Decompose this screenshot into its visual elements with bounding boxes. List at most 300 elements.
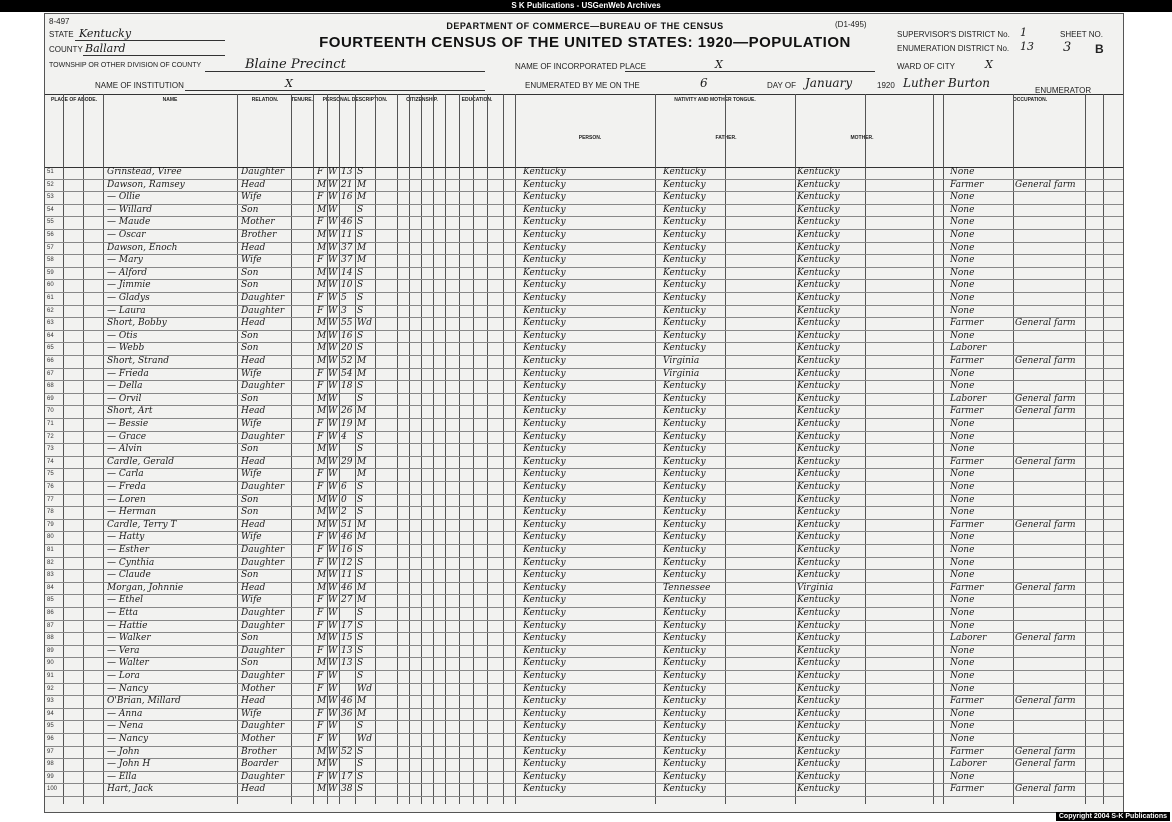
cell-sex: M bbox=[317, 633, 327, 644]
table-row bbox=[45, 393, 1123, 407]
cell-ms: M bbox=[357, 192, 367, 203]
cell-occ: None bbox=[950, 494, 975, 505]
cell-fbp: Kentucky bbox=[663, 633, 706, 644]
cell-occ: Farmer bbox=[950, 318, 984, 329]
cell-occ: None bbox=[950, 381, 975, 392]
cell-ms: S bbox=[357, 267, 364, 278]
table-row bbox=[45, 179, 1123, 193]
cell-occ: None bbox=[950, 645, 975, 656]
cell-ms: S bbox=[357, 305, 364, 316]
cell-mbp: Kentucky bbox=[797, 671, 840, 681]
cell-mbp: Kentucky bbox=[797, 368, 840, 379]
cell-name: — Oscar bbox=[107, 230, 146, 240]
cell-race: W bbox=[328, 746, 338, 757]
cell-race: W bbox=[328, 507, 338, 518]
line-number: 62 bbox=[47, 307, 54, 314]
table-row bbox=[45, 431, 1123, 445]
cell-mbp: Kentucky bbox=[797, 167, 840, 177]
cell-mbp: Kentucky bbox=[797, 431, 840, 442]
cell-race: W bbox=[328, 519, 338, 530]
cell-sex: M bbox=[317, 230, 327, 240]
table-row bbox=[45, 216, 1123, 230]
cell-mbp: Kentucky bbox=[797, 280, 840, 291]
cell-fbp: Kentucky bbox=[663, 708, 706, 719]
cell-rel: Son bbox=[241, 267, 259, 278]
cell-sex: M bbox=[317, 330, 327, 341]
cell-bp: Kentucky bbox=[523, 608, 566, 618]
cell-mbp: Kentucky bbox=[797, 381, 840, 392]
cell-ms: S bbox=[357, 330, 364, 341]
table-row bbox=[45, 368, 1123, 382]
cell-race: W bbox=[328, 230, 338, 240]
cell-name: — Carla bbox=[107, 469, 144, 480]
cell-occ: None bbox=[950, 734, 975, 744]
cell-occ: None bbox=[950, 557, 975, 568]
table-row bbox=[45, 670, 1123, 684]
cell-bp: Kentucky bbox=[523, 204, 566, 215]
cell-fbp: Kentucky bbox=[663, 519, 706, 530]
cell-ms: S bbox=[357, 204, 364, 215]
cell-fbp: Kentucky bbox=[663, 230, 706, 240]
cell-fbp: Kentucky bbox=[663, 217, 706, 228]
cell-sex: M bbox=[317, 356, 327, 366]
cell-occ: None bbox=[950, 771, 975, 782]
cell-age: 52 bbox=[341, 356, 353, 366]
cell-bp: Kentucky bbox=[523, 784, 566, 795]
cell-ind: General farm bbox=[1015, 456, 1076, 467]
line-number: 97 bbox=[47, 748, 54, 755]
column-header-band bbox=[45, 94, 1123, 168]
cell-race: W bbox=[328, 570, 338, 581]
cell-sex: M bbox=[317, 444, 327, 455]
cell-sex: F bbox=[317, 620, 324, 631]
cell-ms: S bbox=[357, 444, 364, 455]
cell-rel: Daughter bbox=[241, 431, 285, 442]
cell-occ: None bbox=[950, 683, 975, 694]
cell-race: W bbox=[328, 683, 338, 694]
cell-race: W bbox=[328, 267, 338, 278]
cell-age: 15 bbox=[341, 633, 353, 644]
cell-sex: F bbox=[317, 217, 324, 228]
line-number: 86 bbox=[47, 610, 54, 616]
cell-age: 38 bbox=[341, 784, 353, 795]
cell-rel: Daughter bbox=[241, 293, 285, 303]
table-row bbox=[45, 531, 1123, 545]
cell-fbp: Kentucky bbox=[663, 419, 706, 429]
cell-ms: Wd bbox=[357, 318, 373, 329]
table-row bbox=[45, 166, 1123, 180]
cell-occ: None bbox=[950, 305, 975, 316]
cell-rel: Wife bbox=[241, 419, 262, 429]
table-row bbox=[45, 544, 1123, 558]
cell-race: W bbox=[328, 318, 338, 329]
cell-mbp: Kentucky bbox=[797, 759, 840, 770]
cell-mbp: Kentucky bbox=[797, 242, 840, 253]
cell-sex: M bbox=[317, 267, 327, 278]
cell-mbp: Kentucky bbox=[797, 746, 840, 757]
cell-rel: Daughter bbox=[241, 671, 285, 681]
cell-rel: Head bbox=[241, 582, 266, 593]
cell-rel: Son bbox=[241, 444, 259, 455]
cell-rel: Head bbox=[241, 242, 266, 253]
cell-mbp: Kentucky bbox=[797, 633, 840, 644]
cell-ms: S bbox=[357, 381, 364, 392]
cell-ms: M bbox=[357, 255, 367, 266]
cell-race: W bbox=[328, 217, 338, 228]
line-number: 87 bbox=[47, 622, 54, 629]
ward-value: X bbox=[985, 58, 993, 71]
line-number: 95 bbox=[47, 723, 54, 730]
cell-age: 26 bbox=[341, 406, 353, 417]
cell-occ: Laborer bbox=[950, 343, 987, 354]
cell-name: — Vera bbox=[107, 645, 140, 656]
line-number: 55 bbox=[47, 219, 54, 226]
cell-occ: None bbox=[950, 532, 975, 543]
cell-fbp: Kentucky bbox=[663, 557, 706, 568]
line-number: 77 bbox=[47, 496, 54, 503]
cell-age: 13 bbox=[341, 645, 353, 656]
cell-bp: Kentucky bbox=[523, 734, 566, 744]
cell-rel: Daughter bbox=[241, 557, 285, 568]
cell-ms: S bbox=[357, 431, 364, 442]
department-heading: DEPARTMENT OF COMMERCE—BUREAU OF THE CENSUS bbox=[446, 21, 724, 31]
cell-mbp: Virginia bbox=[797, 582, 834, 593]
cell-fbp: Kentucky bbox=[663, 645, 706, 656]
cell-mbp: Kentucky bbox=[797, 721, 840, 732]
county-label: COUNTY bbox=[49, 45, 83, 54]
cell-mbp: Kentucky bbox=[797, 444, 840, 455]
cell-rel: Wife bbox=[241, 192, 262, 203]
cell-rel: Brother bbox=[241, 230, 277, 240]
day-value: 6 bbox=[700, 76, 708, 90]
cell-age: 46 bbox=[341, 696, 353, 707]
table-row bbox=[45, 330, 1123, 344]
cell-fbp: Kentucky bbox=[663, 532, 706, 543]
cell-age: 21 bbox=[341, 179, 353, 190]
table-row bbox=[45, 783, 1123, 797]
cell-mbp: Kentucky bbox=[797, 305, 840, 316]
cell-mbp: Kentucky bbox=[797, 293, 840, 303]
cell-fbp: Kentucky bbox=[663, 393, 706, 404]
cell-name: — Hattie bbox=[107, 620, 148, 631]
line-number: 67 bbox=[47, 370, 54, 377]
cell-name: — Bessie bbox=[107, 419, 149, 429]
table-row bbox=[45, 342, 1123, 356]
cell-bp: Kentucky bbox=[523, 356, 566, 366]
cell-rel: Head bbox=[241, 406, 266, 417]
cell-rel: Wife bbox=[241, 595, 262, 606]
cell-rel: Wife bbox=[241, 708, 262, 719]
cell-race: W bbox=[328, 608, 338, 618]
group-place-of-abode: PLACE OF ABODE. bbox=[51, 97, 97, 103]
table-row bbox=[45, 355, 1123, 369]
cell-mbp: Kentucky bbox=[797, 494, 840, 505]
cell-race: W bbox=[328, 356, 338, 366]
cell-occ: Farmer bbox=[950, 406, 984, 417]
cell-ms: M bbox=[357, 419, 367, 429]
cell-fbp: Kentucky bbox=[663, 179, 706, 190]
line-number: 85 bbox=[47, 597, 54, 604]
subgroup-father: FATHER. bbox=[715, 135, 737, 141]
cell-rel: Brother bbox=[241, 746, 277, 757]
cell-race: W bbox=[328, 179, 338, 190]
cell-race: W bbox=[328, 545, 338, 555]
cell-age: 16 bbox=[341, 330, 353, 341]
enumerator-label: ENUMERATOR bbox=[1035, 86, 1092, 95]
cell-race: W bbox=[328, 658, 338, 669]
cell-rel: Head bbox=[241, 318, 266, 329]
cell-age: 17 bbox=[341, 771, 353, 782]
cell-bp: Kentucky bbox=[523, 456, 566, 467]
table-row bbox=[45, 317, 1123, 331]
cell-fbp: Kentucky bbox=[663, 167, 706, 177]
cell-sex: F bbox=[317, 482, 324, 492]
cell-ms: S bbox=[357, 633, 364, 644]
cell-ind: General farm bbox=[1015, 393, 1076, 404]
cell-occ: None bbox=[950, 293, 975, 303]
cell-race: W bbox=[328, 620, 338, 631]
cell-sex: M bbox=[317, 784, 327, 795]
cell-bp: Kentucky bbox=[523, 633, 566, 644]
cell-race: W bbox=[328, 192, 338, 203]
cell-fbp: Kentucky bbox=[663, 771, 706, 782]
line-number: 73 bbox=[47, 446, 54, 453]
line-number: 59 bbox=[47, 269, 54, 276]
cell-ind: General farm bbox=[1015, 406, 1076, 417]
cell-fbp: Kentucky bbox=[663, 192, 706, 203]
cell-age: 51 bbox=[341, 519, 353, 530]
page-title: FOURTEENTH CENSUS OF THE UNITED STATES: 1920—POPULATION bbox=[319, 34, 851, 51]
cell-rel: Daughter bbox=[241, 645, 285, 656]
cell-occ: None bbox=[950, 671, 975, 681]
cell-mbp: Kentucky bbox=[797, 179, 840, 190]
cell-occ: None bbox=[950, 230, 975, 240]
cell-age: 55 bbox=[341, 318, 353, 329]
cell-rel: Son bbox=[241, 658, 259, 669]
township-value: Blaine Precinct bbox=[245, 57, 346, 72]
cell-name: Cardle, Terry T bbox=[107, 519, 177, 530]
cell-name: O'Brian, Millard bbox=[107, 696, 181, 707]
cell-rel: Son bbox=[241, 343, 259, 354]
cell-name: — Claude bbox=[107, 570, 151, 581]
cell-sex: M bbox=[317, 519, 327, 530]
cell-age: 37 bbox=[341, 242, 353, 253]
cell-sex: M bbox=[317, 570, 327, 581]
cell-ms: Wd bbox=[357, 734, 373, 744]
cell-rel: Mother bbox=[241, 683, 275, 694]
cell-sex: F bbox=[317, 167, 324, 177]
cell-fbp: Kentucky bbox=[663, 444, 706, 455]
cell-race: W bbox=[328, 293, 338, 303]
cell-name: — Webb bbox=[107, 343, 145, 354]
cell-mbp: Kentucky bbox=[797, 608, 840, 618]
cell-sex: M bbox=[317, 393, 327, 404]
cell-mbp: Kentucky bbox=[797, 771, 840, 782]
cell-mbp: Kentucky bbox=[797, 595, 840, 606]
cell-ind: General farm bbox=[1015, 746, 1076, 757]
cell-bp: Kentucky bbox=[523, 230, 566, 240]
cell-ms: M bbox=[357, 242, 367, 253]
cell-rel: Son bbox=[241, 393, 259, 404]
cell-fbp: Kentucky bbox=[663, 318, 706, 329]
line-number: 96 bbox=[47, 736, 54, 742]
cell-fbp: Kentucky bbox=[663, 545, 706, 555]
table-row bbox=[45, 557, 1123, 571]
table-row bbox=[45, 771, 1123, 785]
cell-rel: Daughter bbox=[241, 608, 285, 618]
cell-mbp: Kentucky bbox=[797, 419, 840, 429]
cell-mbp: Kentucky bbox=[797, 192, 840, 203]
cell-sex: M bbox=[317, 759, 327, 770]
cell-fbp: Kentucky bbox=[663, 406, 706, 417]
cell-bp: Kentucky bbox=[523, 507, 566, 518]
table-row bbox=[45, 657, 1123, 671]
cell-age: 46 bbox=[341, 532, 353, 543]
cell-ms: S bbox=[357, 545, 364, 555]
cell-ind: General farm bbox=[1015, 519, 1076, 530]
cell-fbp: Kentucky bbox=[663, 280, 706, 291]
table-row bbox=[45, 443, 1123, 457]
table-row bbox=[45, 708, 1123, 722]
line-number: 69 bbox=[47, 395, 54, 402]
cell-race: W bbox=[328, 784, 338, 795]
line-number: 68 bbox=[47, 383, 54, 390]
cell-occ: Farmer bbox=[950, 582, 984, 593]
cell-occ: Farmer bbox=[950, 784, 984, 795]
cell-sex: F bbox=[317, 595, 324, 606]
cell-ms: M bbox=[357, 519, 367, 530]
census-sheet bbox=[44, 13, 1124, 813]
cell-occ: None bbox=[950, 192, 975, 203]
cell-occ: None bbox=[950, 330, 975, 341]
cell-sex: F bbox=[317, 293, 324, 303]
cell-rel: Daughter bbox=[241, 381, 285, 392]
table-row bbox=[45, 607, 1123, 621]
line-number: 74 bbox=[47, 458, 54, 465]
cell-age: 16 bbox=[341, 545, 353, 555]
cell-mbp: Kentucky bbox=[797, 230, 840, 240]
cell-bp: Kentucky bbox=[523, 771, 566, 782]
table-row bbox=[45, 645, 1123, 659]
cell-race: W bbox=[328, 255, 338, 266]
cell-ind: General farm bbox=[1015, 582, 1076, 593]
group-nativity: NATIVITY AND MOTHER TONGUE. bbox=[674, 97, 756, 103]
cell-rel: Head bbox=[241, 456, 266, 467]
cell-ms: M bbox=[357, 368, 367, 379]
cell-occ: Laborer bbox=[950, 393, 987, 404]
sheet-label: SHEET NO. bbox=[1060, 30, 1103, 39]
cell-race: W bbox=[328, 305, 338, 316]
cell-bp: Kentucky bbox=[523, 242, 566, 253]
cell-occ: None bbox=[950, 242, 975, 253]
line-number: 51 bbox=[47, 169, 54, 175]
cell-age: 29 bbox=[341, 456, 353, 467]
form-number: 8-497 bbox=[49, 17, 70, 26]
cell-fbp: Kentucky bbox=[663, 507, 706, 518]
cell-ms: S bbox=[357, 721, 364, 732]
table-row bbox=[45, 695, 1123, 709]
cell-bp: Kentucky bbox=[523, 683, 566, 694]
cell-sex: F bbox=[317, 721, 324, 732]
cell-age: 11 bbox=[341, 230, 353, 240]
cell-name: — Ethel bbox=[107, 595, 144, 606]
cell-ms: M bbox=[357, 406, 367, 417]
cell-fbp: Virginia bbox=[663, 356, 700, 366]
line-number: 52 bbox=[47, 181, 54, 188]
cell-mbp: Kentucky bbox=[797, 318, 840, 329]
cell-ms: M bbox=[357, 582, 367, 593]
cell-fbp: Kentucky bbox=[663, 658, 706, 669]
cell-name: Cardle, Gerald bbox=[107, 456, 175, 467]
cell-rel: Daughter bbox=[241, 482, 285, 492]
cell-rel: Head bbox=[241, 179, 266, 190]
cell-name: — Nena bbox=[107, 721, 144, 732]
township-label: TOWNSHIP OR OTHER DIVISION OF COUNTY bbox=[49, 62, 202, 69]
cell-sex: M bbox=[317, 582, 327, 593]
cell-race: W bbox=[328, 759, 338, 770]
cell-occ: Farmer bbox=[950, 356, 984, 366]
sheet-value: 3 bbox=[1063, 40, 1072, 55]
cell-sex: M bbox=[317, 456, 327, 467]
cell-bp: Kentucky bbox=[523, 167, 566, 177]
table-row bbox=[45, 254, 1123, 268]
cell-race: W bbox=[328, 419, 338, 429]
table-row bbox=[45, 267, 1123, 281]
cell-bp: Kentucky bbox=[523, 192, 566, 203]
line-number: 79 bbox=[47, 521, 54, 528]
enumerated-label: ENUMERATED BY ME ON THE bbox=[525, 81, 640, 90]
cell-name: — Frieda bbox=[107, 368, 149, 379]
enumerator-name: Luther Burton bbox=[903, 76, 990, 90]
cell-fbp: Kentucky bbox=[663, 696, 706, 707]
cell-fbp: Kentucky bbox=[663, 305, 706, 316]
cell-rel: Wife bbox=[241, 469, 262, 480]
cell-occ: Laborer bbox=[950, 759, 987, 770]
cell-bp: Kentucky bbox=[523, 318, 566, 329]
cell-bp: Kentucky bbox=[523, 759, 566, 770]
place-value: X bbox=[715, 58, 723, 71]
cell-rel: Daughter bbox=[241, 545, 285, 555]
cell-race: W bbox=[328, 482, 338, 492]
cell-name: — Jimmie bbox=[107, 280, 151, 291]
cell-bp: Kentucky bbox=[523, 368, 566, 379]
cell-name: — Ollie bbox=[107, 192, 141, 203]
table-row bbox=[45, 494, 1123, 508]
cell-ms: S bbox=[357, 746, 364, 757]
table-row bbox=[45, 204, 1123, 218]
cell-name: — Walter bbox=[107, 658, 149, 669]
cell-mbp: Kentucky bbox=[797, 217, 840, 228]
cell-name: Hart, Jack bbox=[107, 784, 154, 795]
cell-fbp: Kentucky bbox=[663, 204, 706, 215]
line-number: 63 bbox=[47, 320, 54, 327]
table-row bbox=[45, 758, 1123, 772]
line-number: 91 bbox=[47, 673, 54, 679]
cell-bp: Kentucky bbox=[523, 645, 566, 656]
cell-race: W bbox=[328, 343, 338, 354]
cell-name: — Lora bbox=[107, 671, 140, 681]
table-row bbox=[45, 279, 1123, 293]
table-row bbox=[45, 733, 1123, 747]
cell-sex: M bbox=[317, 318, 327, 329]
cell-bp: Kentucky bbox=[523, 406, 566, 417]
ward-label: WARD OF CITY bbox=[897, 62, 955, 71]
cell-sex: F bbox=[317, 431, 324, 442]
cell-bp: Kentucky bbox=[523, 620, 566, 631]
cell-age: 10 bbox=[341, 280, 353, 291]
cell-race: W bbox=[328, 242, 338, 253]
table-row bbox=[45, 405, 1123, 419]
